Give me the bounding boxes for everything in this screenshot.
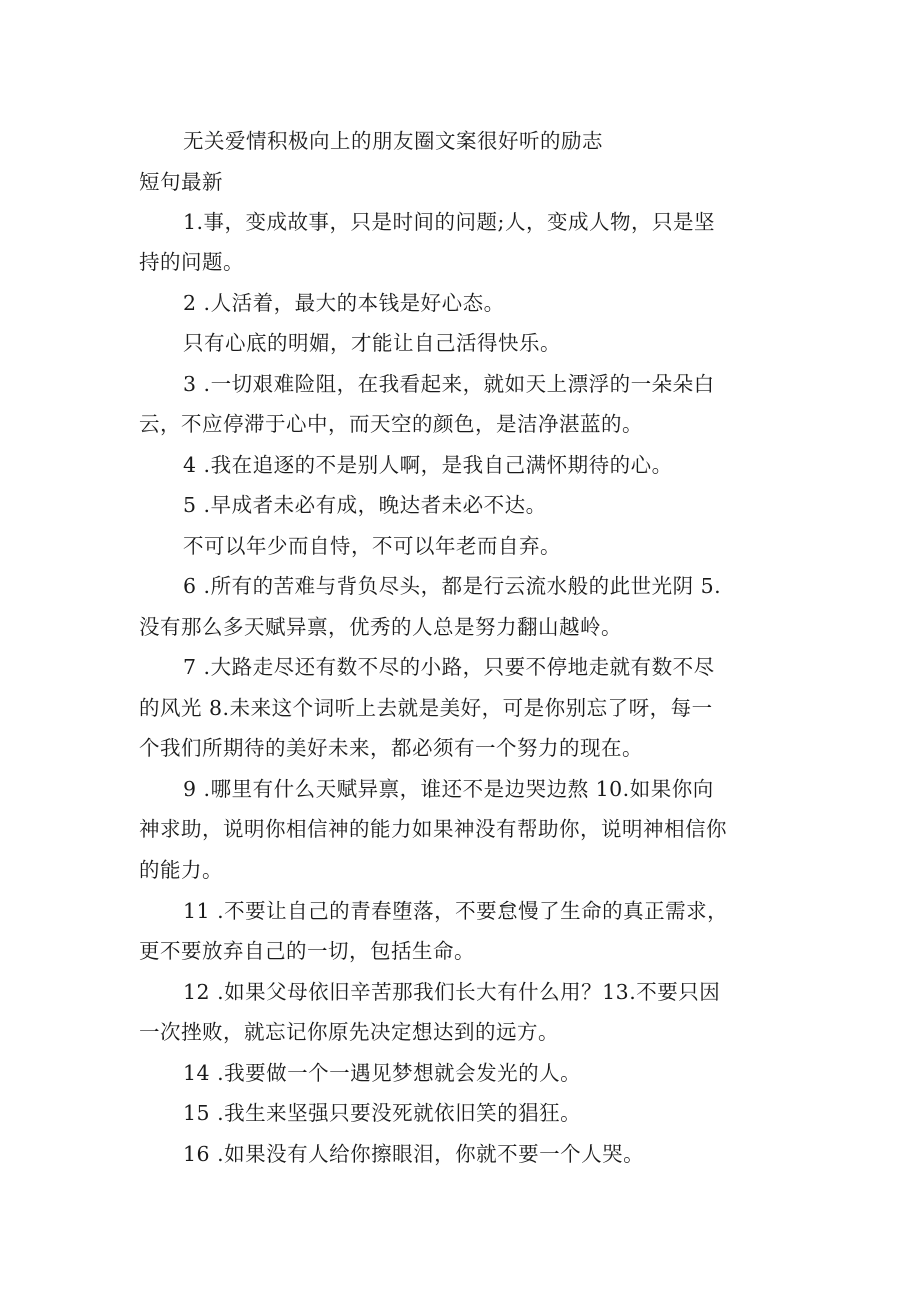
- paragraph-line: 16 .如果没有人给你擦眼泪，你就不要一个人哭。: [183, 1142, 645, 1166]
- paragraph-line: 7 .大路走尽还有数不尽的小路，只要不停地走就有数不尽: [183, 655, 715, 679]
- paragraph-line: 3 .一切艰难险阻，在我看起来，就如天上漂浮的一朵朵白: [183, 372, 715, 396]
- paragraph-line: 14 .我要做一个一遇见梦想就会发光的人。: [183, 1061, 582, 1085]
- paragraph-line: 神求助，说明你相信神的能力如果神没有帮助你，说明神相信你: [139, 817, 727, 841]
- paragraph-line: 的能力。: [139, 858, 223, 882]
- paragraph-line: 云，不应停滞于心中，而天空的颜色，是洁净湛蓝的。: [139, 412, 643, 436]
- paragraph-line: 的风光 8.未来这个词听上去就是美好，可是你别忘了呀，每一: [139, 696, 713, 720]
- paragraph-line: 15 .我生来坚强只要没死就依旧笑的猖狂。: [183, 1101, 582, 1125]
- paragraph-line: 5 .早成者未必有成，晚达者未必不达。: [183, 493, 547, 517]
- paragraph-line: 不可以年少而自恃，不可以年老而自弃。: [183, 534, 561, 558]
- paragraph-line: 4 .我在追逐的不是别人啊，是我自己满怀期待的心。: [183, 453, 673, 477]
- paragraph-line: 没有那么多天赋异禀，优秀的人总是努力翻山越岭。: [139, 615, 622, 639]
- paragraph-line: 12 .如果父母依旧辛苦那我们长大有什么用？13.不要只因: [183, 980, 721, 1004]
- paragraph-line: 2 .人活着，最大的本钱是好心态。: [183, 291, 505, 315]
- document-title-line-2: 短句最新: [139, 170, 223, 194]
- paragraph-line: 11 .不要让自己的青春堕落，不要怠慢了生命的真正需求，: [183, 899, 729, 923]
- paragraph-line: 9 .哪里有什么天赋异禀，谁还不是边哭边熬 10.如果你向: [183, 777, 714, 801]
- paragraph-line: 持的问题。: [139, 250, 244, 274]
- paragraph-line: 只有心底的明媚，才能让自己活得快乐。: [183, 331, 561, 355]
- paragraph-line: 一次挫败，就忘记你原先决定想达到的远方。: [139, 1020, 559, 1044]
- paragraph-line: 6 .所有的苦难与背负尽头，都是行云流水般的此世光阴 5.: [183, 574, 722, 598]
- paragraph-line: 更不要放弃自己的一切，包括生命。: [139, 939, 475, 963]
- paragraph-line: 个我们所期待的美好未来，都必须有一个努力的现在。: [139, 736, 643, 760]
- paragraph-line: 1.事，变成故事，只是时间的问题;人，变成人物，只是坚: [183, 210, 715, 234]
- document-title-line-1: 无关爱情积极向上的朋友圈文案很好听的励志: [183, 129, 603, 153]
